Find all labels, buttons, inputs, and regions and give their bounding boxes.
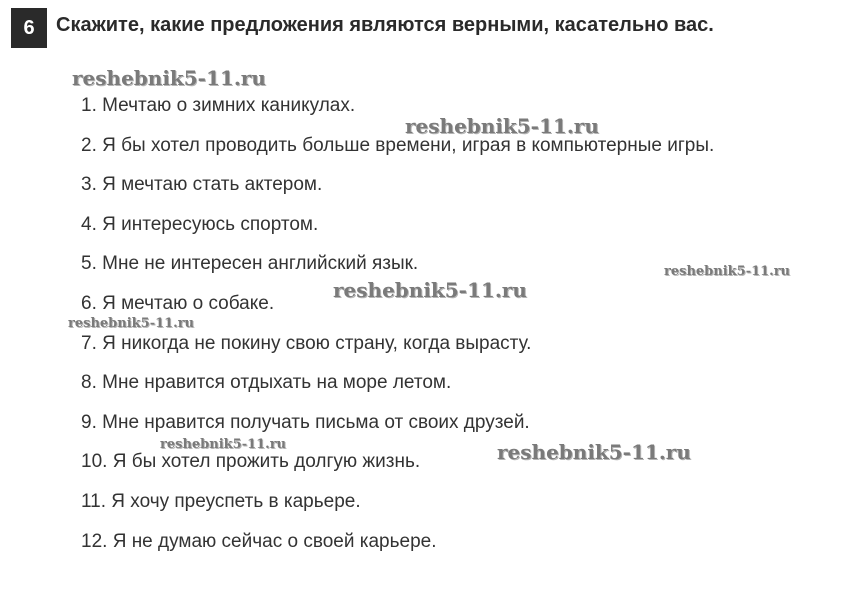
watermark: reshebnik5-11.ru [68,316,195,331]
statement-item: 10. Я бы хотел прожить долгую жизнь. [81,451,421,473]
statement-item: 11. Я хочу преуспеть в карьере. [81,490,361,512]
statement-item: 9. Мне нравится получать письма от своих друзей. [81,411,530,433]
statement-item: 7. Я никогда не покину свою страну, когда вырасту. [81,332,532,354]
watermark: reshebnik5-11.ru [333,278,527,302]
watermark: reshebnik5-11.ru [160,437,287,452]
watermark: reshebnik5-11.ru [72,66,266,90]
watermark: reshebnik5-11.ru [405,114,599,138]
task-title: Скажите, какие предложения являются верными, касательно вас. [56,14,714,36]
statement-item: 8. Мне нравится отдыхать на море летом. [81,372,452,394]
watermark: reshebnik5-11.ru [664,264,791,279]
statement-item: 5. Мне не интересен английский язык. [81,253,419,275]
statement-item: 2. Я бы хотел проводить больше времени, играя в компьютерные игры. [81,134,715,156]
watermark: reshebnik5-11.ru [497,440,691,464]
statement-item: 12. Я не думаю сейчас о своей карьере. [81,530,437,552]
statement-item: 4. Я интересуюсь спортом. [81,213,319,235]
statement-item: 1. Мечтаю о зимних каникулах. [81,95,356,116]
statement-item: 3. Я мечтаю стать актером. [81,174,323,196]
statement-item: 6. Я мечтаю о собаке. [81,292,275,314]
task-number-badge: 6 [11,8,47,48]
